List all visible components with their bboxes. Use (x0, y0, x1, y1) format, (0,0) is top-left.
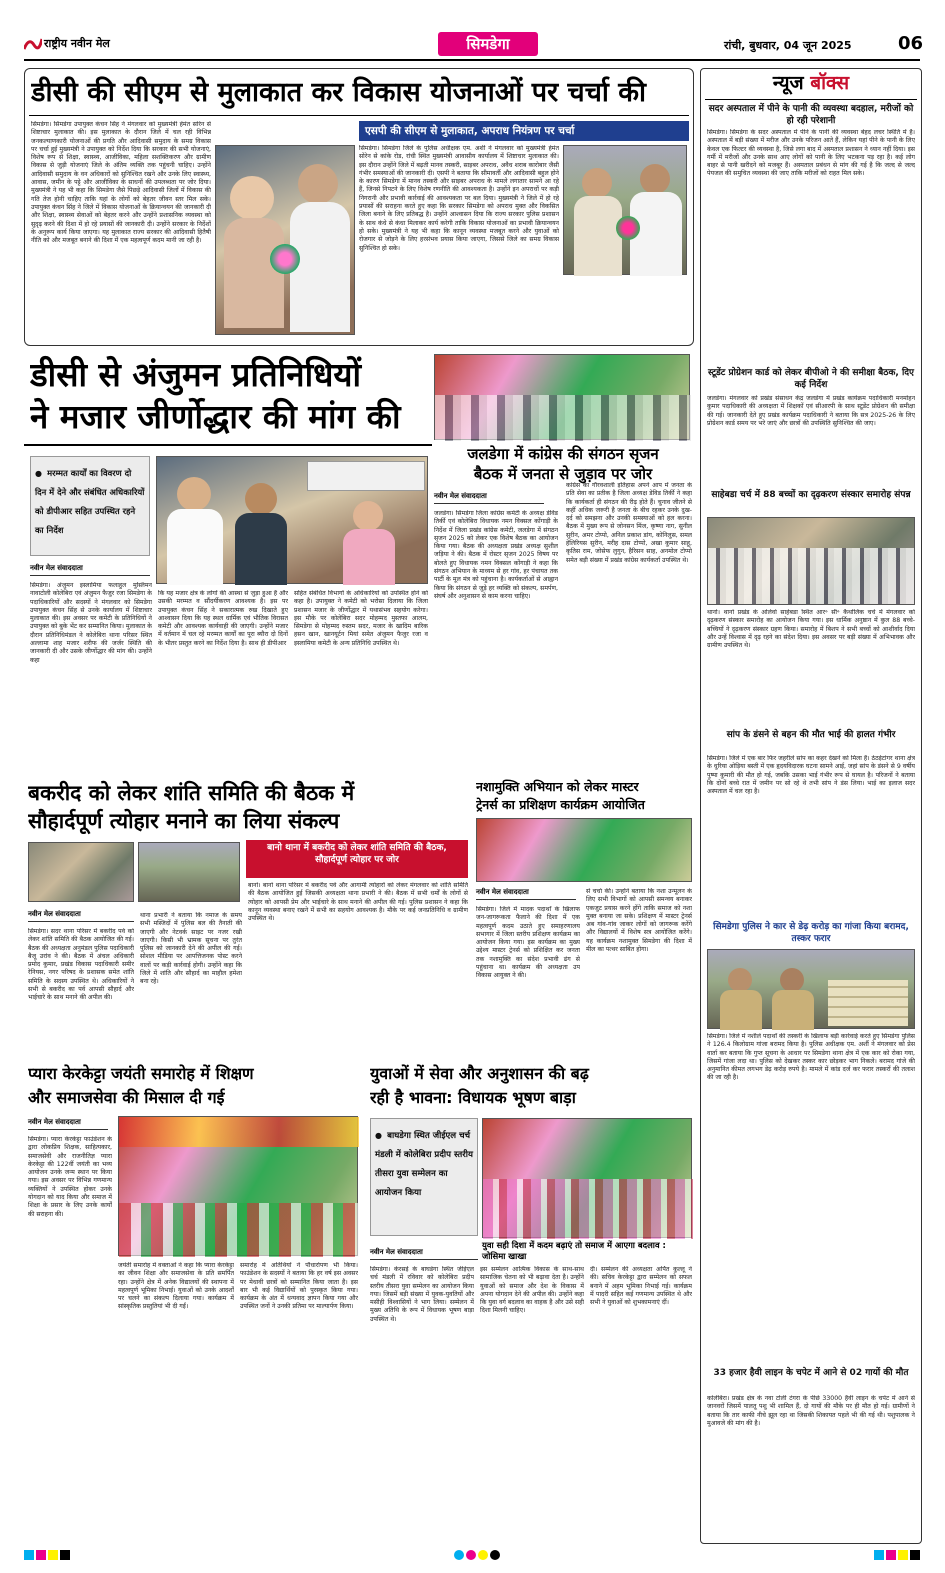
person-silhouette (780, 968, 804, 992)
youth-col1: सिमडेगा। केरसई के बाघडेगा स्थित जीईएल चर्च मंडली में रविवार को कोलेबिरा प्रदीप स्तरीय तीसरा युवा सम्मेलन का आयोजन किया गया। जिसमें बड़ी संख्या में युवक-युवतियों और मसीही विश्वासियों ने भाग लिया। सम्मेलन में मुख्य अतिथि के रूप में विधायक भूषण बाड़ा उपस्थित थे। (370, 1266, 474, 1323)
person-silhouette (177, 477, 211, 511)
paper-name: राष्ट्रीय नवीन मेल (44, 37, 110, 50)
nb-story4-body: सिमडेगा। जिले में एक बार फिर जहरीले सांप का कहर देखने को मिला है। ठेठईटांगर थाना क्षेत्र के धुरिया ओड़िया बस्ती में एक हृदयविदारक घटना सामने आई, जहां सांप के डंसने से 9 वर्षीय पुष्पा कुमारी की मौत हो गई, जबकि उसका भाई गंभीर रूप से घायल है। परिजनों ने बताया कि दोनों बच्चे रात में जमीन पर सो रहे थे तभी सांप ने डंस लिया। भाई का इलाज सदर अस्पताल में चल रहा है। (707, 755, 915, 796)
nb-confirmation-photo (707, 517, 915, 605)
youth-highlight-box (370, 1118, 478, 1236)
news-box-title (701, 69, 921, 97)
lead-rule (29, 115, 689, 116)
congress-photo (434, 354, 690, 440)
color-swatch (874, 1550, 884, 1560)
mazar-col1: सिमडेगा। अंजुमन इस्लामिया फलाहुल मुस्लिमन नावाटोली कोलेबिरा एवं अंजुमन फैजुर रजा सिमडेगा के पदाधिकारियों और सदस्यों ने मंगलवार को सिमडेगा उपायुक्त कंचन सिंह से उनके कार्यालय में शिष्टाचार मुलाकात की। इस अवसर पर कमेटी के प्रतिनिधियों ने उपायुक्त को बुके भेंट कर सम्मानित किया। मुलाकात के दौरान प्रतिनिधिमंडल ने कोलेबिरा थाना परिसर स्थित अल्लामा शाह मजार शरीफ की जर्जर स्थिति की जानकारी दी और उसके जीर्णोद्धार की मांग की। उन्होंने कहा (30, 582, 152, 664)
youth-headline-line1: युवाओं में सेवा और अनुशासन की बढ़ (370, 1064, 589, 1083)
lead-story-box (24, 68, 694, 346)
nasha-story (472, 778, 694, 1058)
youth-col2: इस सम्मेलन आत्मिक विकास के साथ-साथ सामाजिक चेतना को भी बढ़ावा देता है। उन्होंने युवाओं को समाज और देश के विकास में अपना योगदान देने की अपील की। उन्होंने कहा कि युवा वर्ग बदलाव का वाहक है और उसे सही दिशा मिलनी चाहिए। (480, 1266, 584, 1315)
bakrid-col2: थाना प्रभारी ने बताया कि नमाज के समय सभी मस्जिदों में पुलिस बल की तैनाती की जाएगी और नेटवर्क साइट पर नजर रखी जाएगी। किसी भी भ्रामक सूचना पर तुरंत पुलिस को जानकारी देने की अपील की गई। सोशल मीडिया पर आपत्तिजनक पोस्ट करने वालों पर कड़ी कार्रवाई होगी। उन्होंने कहा कि जिले में शांति और सौहार्द का माहौल हमेशा बना रहे। (140, 912, 242, 986)
nasha-byline: नवीन मेल संवाददाता (476, 888, 576, 900)
nb-story1-head: सदर अस्पताल में पीने के पानी की व्यवस्था बदहाल, मरीजों को हो रही परेशानी (708, 104, 914, 126)
youth-caption: युवा सही दिशा में कदम बढ़ाएं तो समाज में आएगा बदलाव : जोसिमा खाखा (482, 1240, 666, 1261)
registration-dot (466, 1550, 476, 1560)
person-silhouette (353, 501, 383, 531)
news-box-title-a: न्यूज (772, 72, 811, 94)
sp-cm-photo (563, 145, 687, 275)
logo-wave-icon (24, 36, 42, 50)
registration-marks (24, 1548, 920, 1562)
youth-col3: दी। सम्मेलन की अध्यक्षता अर्पित कुल्लू ने की। सचिव केरकेट्टा द्वारा सम्मेलन को सफल बनाने में अहम भूमिका निभाई गई। कार्यक्रम में पादरी सहित कई गणमान्य उपस्थित थे और सभी ने युवाओं को शुभकामनाएं दीं। (590, 1266, 692, 1307)
seized-packets (828, 980, 908, 1026)
youth-headline-line2: रही है भावना: विधायक भूषण बाड़ा (370, 1088, 576, 1107)
mazar-col3: सहित संबंधित विभागों के अधिकारियों को उपस्थित होने को कहा है। उपायुक्त ने कमेटी को भरोसा दिलाया कि जिला प्रशासन मजार के जीर्णोद्धार में यथासंभव सहयोग करेगा। इस मौके पर कोलेबिरा सदर मोहम्मद मुस्तफा आलम, सिमडेगा से मोहम्मद रुस्तम सदर, मजार के खादिम बारिक हसन खान, खानयूर्टन मियां समेत अंजुमन फैजुर रजा व इस्लामिया कमेटी के अन्य प्रतिनिधि उपस्थित थे। (294, 590, 428, 647)
color-swatch (60, 1550, 70, 1560)
kerketta-col3: समारोह में अतिथियों ने पौधारोपण भी किया। फाउंडेशन के सदस्यों ने बताया कि हर वर्ष इस अवसर पर मेधावी छात्रों को सम्मानित किया जाता है। इस बार भी कई विद्यार्थियों को पुरस्कृत किया गया। कार्यक्रम के अंत में धन्यवाद ज्ञापन किया गया और उपस्थित जनों ने उनकी प्रतिमा पर माल्यार्पण किया। (240, 1262, 358, 1311)
nasha-headline-line1: नशामुक्ति अभियान को लेकर मास्टर (476, 779, 639, 794)
person-silhouette (298, 164, 338, 204)
person-silhouette (772, 990, 814, 1030)
sp-headline: एसपी की सीएम से मुलाकात, अपराध नियंत्रण पर चर्चा (365, 125, 575, 137)
person-silhouette (224, 218, 284, 328)
kerketta-story (24, 1062, 364, 1542)
bullet-icon: ● (35, 469, 42, 478)
nasha-col2: से चर्चा की। उन्होंने बताया कि नशा उन्मूलन के लिए सभी विभागों को आपसी समन्वय बनाकर एकजुट प्रयास करने होंगे ताकि समाज को नशा मुक्त बनाया जा सके। प्रशिक्षण में मास्टर ट्रेनर्स अब गांव-गांव जाकर लोगों को जागरूक करेंगे और विद्यालयों में विशेष सत्र आयोजित करेंगे। यह कार्यक्रम नशामुक्त सिमडेगा की दिशा में मील का पत्थर साबित होगा। (586, 888, 692, 954)
section-name: सिमडेगा (466, 35, 510, 53)
bullet-icon: ● (375, 1131, 382, 1140)
person-silhouette (230, 176, 274, 220)
youth-story (366, 1062, 694, 1542)
mazar-photo (156, 456, 428, 584)
kerketta-byline: नवीन मेल संवाददाता (28, 1118, 108, 1130)
flag-banner (307, 461, 425, 491)
congress-byline: नवीन मेल संवाददाता (434, 492, 544, 504)
youth-byline: नवीन मेल संवाददाता (370, 1248, 478, 1260)
group-silhouettes (483, 1179, 693, 1239)
nb-ganja-photo (707, 949, 915, 1029)
sp-headline-bar (359, 121, 689, 141)
person-silhouette (167, 509, 223, 585)
nasha-col1: सिमडेगा। जिले में मादक पदार्थों के खिलाफ जन-जागरूकता फैलाने की दिशा में एक महत्वपूर्ण कदम उठाते हुए समाहरणालय सभागार में जिला स्तरीय प्रशिक्षण कार्यक्रम का आयोजन किया गया। इस कार्यक्रम का मुख्य उद्देश्य मास्टर ट्रेनर्स को प्रशिक्षित कर जनता तक नशामुक्ति का संदेश प्रभावी ढंग से पहुंचाना था। कार्यक्रम की अध्यक्षता उप विकास आयुक्त ने की। (476, 906, 580, 980)
bakrid-byline: नवीन मेल संवाददाता (28, 910, 134, 922)
bakrid-photo-2 (138, 842, 240, 902)
nb-story2-head: स्टूडेंट प्रोग्रेशन कार्ड को लेकर बीपीओ ने की समीक्षा बैठक, दिए कई निर्देश (707, 368, 915, 390)
youth-highlight: बाघडेगा स्थित जीईएल चर्च मंडली में कोलेबिरा प्रदीप स्तरीय तीसरा युवा सम्मेलन का आयोजन किया (375, 1131, 473, 1198)
nb-story1-body: सिमडेगा। सिमडेगा के सदर अस्पताल में पीने के पानी की व्यवस्था बेहद लचर स्थिति में है। अस्पताल में बड़ी संख्या में मरीज और उनके परिजन आते हैं, लेकिन यहां पीने के पानी के लिए केवल एक फिल्टर की व्यवस्था है, जिसे लगा बाद में अस्पताल प्रशासन ने ध्यान नहीं दिया। इस गर्मी में मरीजों और उनके साथ आए लोगों को पानी के लिए भटकना पड़ रहा है। कई लोग बाहर से पानी खरीदने को मजबूर हैं। अस्पताल प्रबंधन से मांग की गई है कि जल्द से जल्द पेयजल की समुचित व्यवस्था की जाए ताकि मरीजों को राहत मिल सके। (707, 129, 915, 178)
news-box-column (700, 68, 922, 1544)
nb-story5-body: सिमडेगा। जिले में नशीले पदार्थों की तस्करी के खिलाफ बड़ी कार्रवाई करते हुए सिमडेगा पुलिस ने 126.4 किलोग्राम गांजा बरामद किया है। पुलिस अधीक्षक एम. अर्शी ने मंगलवार को प्रेस वार्ता कर बताया कि गुप्त सूचना के आधार पर सिमडेगा थाना क्षेत्र में एक कार को रोका गया, जिसमें गांजा लदा था। पुलिस को देखकर तस्कर कार छोड़कर भाग निकले। बरामद गांजे की अनुमानित कीमत लगभग डेढ़ करोड़ रुपये है। मामले में कांड दर्ज कर फरार तस्करों की तलाश की जा रही है। (707, 1033, 915, 1082)
bakrid-subhead: बानो थाना में बकरीद को लेकर शांति समिति की बैठक, सौहार्दपूर्ण त्योहार पर जोर (267, 843, 447, 865)
youth-photo (482, 1118, 692, 1238)
congress-col2: कांग्रेस का गौरवशाली इतिहास अपने आप में जनता के प्रति सेवा का प्रतीक है जिला अध्यक्ष डेविड तिर्की ने कहा कि कार्यकर्ता ही संगठन की रीढ़ होते हैं। चुनाव जीतने से कहीं अधिक जरूरी है जनता के बीच रहकर उनके दुख-दर्द को समझना और उनकी समस्याओं को हल करना। बैठक में मुख्य रूप से जोनसन मिंज, कृष्णा नाग, सुनील सुरीन, अमर टोप्पो, अनिल प्रकाश डांग, कोनिलुस, समल हेलिरियस सुरीन, मरीह दास टोप्पो, अखा कुमार साहू, कृतिस राम, जोसेफ लुगुन, हैरिसन साह, अनमोल टोप्पो समेत बड़ी संख्या में प्रखंड कांग्रेस कार्यकर्ता उपस्थित थे। (566, 482, 692, 564)
person-silhouette (290, 202, 350, 332)
person-silhouette (720, 990, 762, 1030)
bakrid-col3: बानो। बानो थाना परिसर में बकरीद पर्व और आगामी त्योहारों को लेकर मंगलवार को शांति समिति की बैठक आयोजित हुई जिसकी अध्यक्षता थाना प्रभारी ने की। बैठक में सभी धर्मों के लोगों से त्योहार को आपसी प्रेम और भाईचारे के साथ मनाने की अपील की गई। पुलिस प्रशासन ने कहा कि कानून व्यवस्था बनाए रखने में सभी का सहयोग आवश्यक है। मौके पर कई जनप्रतिनिधि व ग्रामीण उपस्थित थे। (248, 882, 468, 923)
bakrid-subhead-box (246, 840, 468, 878)
color-swatch (36, 1550, 46, 1560)
nasha-photo (476, 818, 692, 882)
congress-headline-line1: जलडेगा में कांग्रेस की संगठन सृजन (467, 445, 659, 463)
group-silhouettes (708, 548, 915, 605)
sp-story-box (359, 121, 689, 343)
color-swatch (24, 1550, 34, 1560)
mazar-col2: कि यह मजार क्षेत्र के लोगों की आस्था से जुड़ा हुआ है और उसकी मरम्मत व सौंदर्यीकरण आवश्यक है। इस पर उपायुक्त कंचन सिंह ने सकारात्मक रुख दिखाते हुए आश्वासन दिया कि यह स्थल धार्मिक एवं भौतिक विरासत कमेटी और आवश्यक कार्यवाही की जाएगी। उन्होंने मजार में वर्तमान में चल रहे मरम्मत कार्यों का पूरा ब्यौरा दो दिनों के भीतर प्रस्तुत करने का निर्देश दिया है। साथ ही डीपीआर (158, 590, 288, 647)
registration-dot (478, 1550, 488, 1560)
nb-story6-body: कोलेबिरा। प्रखंड क्षेत्र के नवा टोली टंगरा के पीछे 33000 हैवी लाइन के चपेट में आने से जानवरों जिसमें पालतू पशु भी शामिल हैं, दो गायों की मौके पर ही मौत हो गई। ग्रामीणों ने बताया कि तार काफी नीचे झूल रहा था जिसकी शिकायत पहले भी की गई थी। पशुपालक ने मुआवजे की मांग की है। (707, 1395, 915, 1427)
tent-canopy (119, 1117, 359, 1147)
mazar-byline: नवीन मेल संवाददाता (30, 564, 150, 576)
color-swatch (886, 1550, 896, 1560)
mazar-headline-line2: ने मजार जीर्णोद्धार की मांग की (30, 397, 401, 436)
person-silhouette (582, 168, 612, 198)
color-swatch (898, 1550, 908, 1560)
congress-col1: जलडेगा। सिमडेगा जिला कांग्रेस कमेटी के अध्यक्ष डेविड तिर्की एवं कोलेबिरा विधायक नमन विक्सल कोंगाड़ी के निर्देश में जिला प्रखंड कांग्रेस कमेटी, जलडेगा में संगठन सृजन 2025 को लेकर एक विशेष बैठक का आयोजन किया गया। बैठक की अध्यक्षता प्रखंड अध्यक्ष सुशील जड़िया ने की। बैठक में रोस्टर सृजन 2025 विषय पर बोलते हुए विधायक नमन विक्सल कोंगाड़ी ने कहा कि संगठन अभियान के माध्यम से हर गांव, हर पंचायत तक पार्टी के मूल मंत्र को पहुंचाना है। कार्यकर्ताओं से आह्वान किया कि संगठन से जुड़े हर व्यक्ति को संकल्प, समर्पण, संघर्ष और अनुशासन से काम करना चाहिए। (434, 510, 558, 600)
page-number: 06 (898, 33, 924, 54)
nb-story3-body: थानो। थानो प्रखंड के ओलेवो साहेबडा स्थित आर॰ सी॰ कैथोलिक चर्च में मंगलवार को दृढ़करण संस्कार समारोह का आयोजन किया गया। इस धार्मिक अनुष्ठान में कुल 88 बच्चे-बच्चियों ने दृढ़करण संस्कार ग्रहण किया। समारोह में बिशप ने सभी बच्चों को आशीर्वाद दिया और उन्हें विश्वास में दृढ़ रहने का संदेश दिया। इस अवसर पर बड़ी संख्या में अभिभावक और ग्रामीण उपस्थित थे। (707, 609, 915, 650)
person-silhouette (245, 483, 277, 515)
mazar-story (24, 352, 432, 772)
nb-story3-head: साहेबडा चर्च में 88 बच्चों का दृढ़करण संस्कार समारोह संपन्न (711, 490, 911, 500)
news-box-rule (705, 99, 917, 100)
cm-dc-photo (215, 145, 355, 335)
person-silhouette (343, 529, 395, 585)
bakrid-photo-1 (28, 842, 134, 902)
color-swatch (910, 1550, 920, 1560)
mazar-headline-line1: डीसी से अंजुमन प्रतिनिधियों (30, 355, 362, 394)
registration-dot (490, 1550, 500, 1560)
group-silhouettes (435, 395, 691, 441)
bakrid-headline-line1: बकरीद को लेकर शांति समिति की बैठक में (28, 781, 355, 805)
person-silhouette (574, 196, 622, 276)
kerketta-headline-line2: और समाजसेवा की मिसाल दी गई (28, 1088, 225, 1107)
person-silhouette (640, 164, 670, 194)
congress-story (430, 352, 694, 772)
kerketta-headline-line1: प्यारा केरकेट्टा जयंती समारोह में शिक्षण (28, 1064, 254, 1083)
bakrid-headline-line2: सौहार्दपूर्ण त्योहार मनाने का लिया संकल्प (28, 809, 340, 833)
masthead-rule (24, 59, 920, 61)
news-box-title-b: बॉक्स (810, 72, 850, 94)
nb-story5-head: सिमडेगा पुलिस ने कार से डेढ़ करोड़ का गांजा किया बरामद, तस्कर फरार (713, 922, 909, 944)
person-silhouette (235, 513, 287, 585)
nasha-headline-line2: ट्रेनर्स का प्रशिक्षण कार्यक्रम आयोजित (476, 797, 645, 812)
group-silhouettes (119, 1203, 359, 1257)
bouquet-icon (270, 244, 300, 274)
mazar-rule (24, 444, 432, 446)
bakrid-story (24, 778, 470, 1058)
nb-story6-head: 33 हजार हैवी लाइन के चपेट में आने से 02 गायों की मौत (713, 1368, 909, 1378)
sp-body-a: सिमडेगा। सिमडेगा जिले के पुलिस अधीक्षक एम. अर्शी ने मंगलवार को मुख्यमंत्री हेमंत सोरेन से कांके रोड, रांची स्थित मुख्यमंत्री आवासीय कार्यालय में शिष्टाचार मुलाकात की। इस दौरान उन्होंने जिले में बढ़ती मानव तस्करी, साइबर अपराध, अवैध शराब कारोबार जैसी गंभीर समस्याओं की जानकारी दी। एसपी ने बताया कि सीमावर्ती और आदिवासी बहुल होने के कारण सिमडेगा में मानव तस्करी और साइबर अपराध के मामले लगातार सामने आ रहे हैं, जिनसे निपटने के लिए विशेष रणनीति की आवश्यकता है। उन्होंने इन अपराधों पर कड़ी निगरानी और प्रभावी कार्रवाई की आवश्यकता पर बल दिया। मुख्यमंत्री ने जिले में हो रहे प्रयासों की सराहना करते हुए कहा कि सरकार सिमडेगा को अपराध मुक्त और विकसित जिला बनाने के लिए प्रतिबद्ध है। उन्होंने आश्वासन दिया कि राज्य सरकार पुलिस प्रशासन के साथ कंधे से कंधा मिलाकर कार्य करेगी ताकि विकास योजनाओं का प्रभावी क्रियान्वयन हो सके। मुख्यमंत्री ने यह भी कहा कि कानून व्यवस्था मजबूत करने और युवाओं को रोजगार से जोड़ने के लिए हरसंभव प्रयास किया जाएगा, जिससे जिले का समग्र विकास सुनिश्चित हो सके। (359, 145, 559, 252)
bouquet-icon (616, 216, 640, 240)
nb-story2-body: जलडेगा। मंगलवार को प्रखंड संसाधन केंद्र जलडेगा में प्रखंड कार्यक्रम पदाधिकारी मनमोहन कुमार पदाधिकारी की अध्यक्षता में शिक्षकों एवं सीआरपी के साथ स्टूडेंट प्रोग्रेशन की समीक्षा की गई। जानकारी देते हुए प्रखंड कार्यक्रम पदाधिकारी ने बताया कि सत्र 2025-26 के लिए प्रोग्रेशन कार्ड समय पर भरे जाएं और छात्रों की उपस्थिति सुनिश्चित की जाए। (707, 395, 915, 427)
color-swatch (48, 1550, 58, 1560)
nb-story4-head: सांप के डंसने से बहन की मौत भाई की हालत गंभीर (726, 730, 896, 740)
kerketta-photo (118, 1116, 358, 1256)
lead-body: सिमडेगा। सिमडेगा उपायुक्त कंचन सिंह ने मंगलवार को मुख्यमंत्री हेमंत सोरेन से शिष्टाचार मुलाकात की। इस मुलाकात के दौरान जिले में चल रही विभिन्न जनकल्याणकारी योजनाओं की प्रगति और आदिवासी समुदाय के समग्र विकास पर चर्चा हुई मुख्यमंत्री ने उपायुक्त को निर्देश दिया कि सरकार की सभी योजनाएं, विशेष रूप से शिक्षा, स्वास्थ्य, आजीविका, महिला सशक्तिकरण और ग्रामीण विकास से जुड़ी योजनाएं जिले के अंतिम व्यक्ति तक पहुंचनी चाहिए। उन्होंने आदिवासी समुदाय के वन अधिकारों को सुनिश्चित रखने और उनके लिए स्वास्थ्य, आवास, जमीन के पट्टे और आजीविका के साधनों की उपलब्धता पर जोर दिया। मुख्यमंत्री ने यह भी कहा कि सिमडेगा जैसे पिछड़े आदिवासी जिलों में विकास की गति तेज होनी चाहिए ताकि यहां के लोगों को बेहतर जीवन स्तर मिल सके। उपायुक्त कंचन सिंह ने जिले में विकास योजनाओं के क्रियान्वयन की जानकारी दी और शिक्षा, स्वास्थ्य सेवाओं को बेहतर करने और उन्होंने प्रशासनिक व्यवस्था को सुदृढ़ करने की दिशा में हो रहे प्रयासों की जानकारी दी। उन्होंने सरकार के निर्देशों के अनुरूप कार्य किया जाएगा। यह मुलाकात राज्य सरकार की आदिवासी हितैषी नीति को और मजबूत बनाने की दिशा में एक महत्वपूर्ण कदम मानी जा रही है। (31, 121, 211, 245)
kerketta-col2: जयंती समारोह में वक्ताओं ने कहा कि प्यारा केरकेट्टा का जीवन शिक्षा और समाजसेवा के प्रति समर्पित रहा। उन्होंने क्षेत्र में अनेक विद्यालयों की स्थापना में महत्वपूर्ण भूमिका निभाई। युवाओं को उनके आदर्शों पर चलने का संकल्प दिलाया गया। कार्यक्रम में सांस्कृतिक प्रस्तुतियां भी दी गईं। (118, 1262, 234, 1311)
person-silhouette (728, 968, 752, 992)
section-tab (438, 32, 538, 56)
mazar-highlight: मरम्मत कार्यों का विवरण दो दिन में देने और संबंधित अधिकारियों को डीपीआर सहित उपस्थित रहने का निर्देश (35, 468, 145, 535)
bakrid-col1: सिमडेगा। सदर थाना परिसर में बकरीद पर्व को लेकर शांति समिति की बैठक आयोजित की गई। बैठक की अध्यक्षता अनुमंडल पुलिस पदाधिकारी बैजू उरांव ने की। बैठक में अंचल अधिकारी प्रमोद कुमार, प्रखंड विकास पदाधिकारी समीर रेनियस, नगर परिषद के प्रशासक समेत शांति समिति के सदस्य उपस्थित थे। अधिकारियों ने सभी से बकरीद का पर्व आपसी सौहार्द और भाईचारे के साथ मनाने की अपील की। (28, 928, 134, 1002)
kerketta-col1: सिमडेगा। प्यारा केरकेट्टा फाउंडेशन के द्वारा लोकप्रिय शिक्षक, साहित्यकार, समाजसेवी और राजनीतिज्ञ प्यारा केरकेट्टा की 122वीं जयंती का भव्य आयोजन उनके जन्म स्थान पर किया गया। इस अवसर पर विभिन्न गणमान्य व्यक्तियों ने उपस्थित होकर उनके योगदान को याद किया और समाज में शिक्षा के प्रसार के लिए उनके कार्यों की सराहना की। (28, 1136, 112, 1218)
masthead (24, 30, 924, 62)
dateline: रांची, बुधवार, 04 जून 2025 (724, 39, 852, 52)
congress-headline-line2: बैठक में जनता से जुड़ाव पर जोर (473, 465, 653, 483)
paper-logo (24, 34, 154, 54)
registration-dot (454, 1550, 464, 1560)
lead-headline: डीसी की सीएम से मुलाकात कर विकास योजनाओं पर चर्चा की (31, 77, 646, 108)
mazar-highlight-box (30, 456, 150, 556)
